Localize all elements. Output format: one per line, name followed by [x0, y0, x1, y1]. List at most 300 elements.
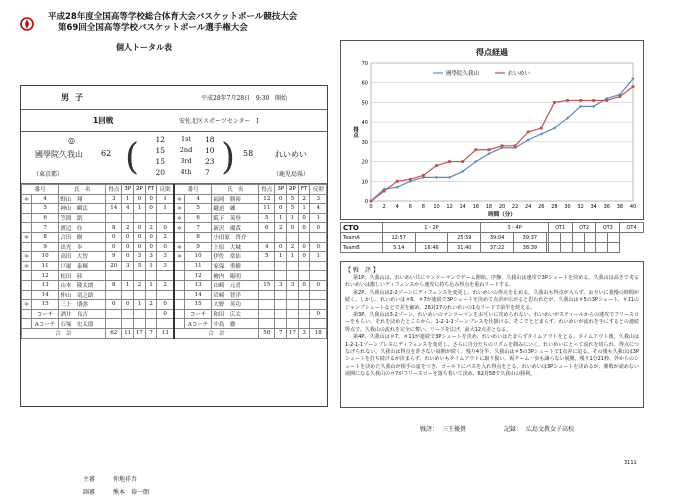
stat-cell: 12 — [31, 271, 58, 281]
stat-cell — [174, 290, 185, 300]
cto-time-cell: 16:46 — [415, 243, 448, 253]
stat-cell: 2 — [145, 223, 157, 233]
table-row — [22, 232, 327, 242]
stat-cell: 13 — [31, 280, 58, 290]
column-header: 氏 名 — [59, 185, 106, 195]
y-tick-label: 20 — [361, 159, 368, 166]
stat-cell: 1 — [145, 280, 157, 290]
stat-cell: 6 — [31, 213, 58, 223]
stat-cell: 0 — [298, 223, 310, 233]
stat-cell — [106, 319, 122, 329]
stat-cell: 4 — [310, 204, 327, 214]
cto-time-cell: 25:59 — [448, 233, 481, 243]
stat-cell — [145, 213, 157, 223]
total-cell: 7 — [145, 328, 157, 338]
stat-cell — [259, 309, 275, 319]
column-header: 3P — [275, 185, 287, 195]
column-header: 2P — [134, 185, 146, 195]
stat-cell — [122, 309, 134, 319]
stat-cell: 0 — [275, 204, 287, 214]
stat-cell: 9 — [106, 252, 122, 262]
series-point — [514, 144, 517, 147]
cto-time-cell — [548, 233, 560, 243]
stat-cell — [259, 261, 275, 271]
cto-table — [340, 222, 644, 253]
column-header: 反則 — [310, 185, 327, 195]
stat-cell — [22, 204, 32, 214]
legend-label: 國學院久我山 — [446, 71, 480, 77]
stat-cell: 3 — [310, 194, 327, 204]
cto-panel — [340, 222, 644, 258]
player-name: 上原 大城 — [212, 242, 259, 252]
stat-cell: 0 — [157, 223, 174, 233]
x-tick-label: 10 — [433, 204, 440, 210]
cto-header-row — [341, 223, 644, 233]
total-cell: 17 — [287, 328, 299, 338]
stat-cell — [145, 319, 157, 329]
series-point — [592, 99, 595, 102]
left-paren: ( — [125, 137, 140, 178]
player-name: 高田 大智 — [59, 252, 106, 262]
stat-cell — [275, 319, 287, 329]
stat-cell: 5 — [184, 204, 211, 214]
stat-cell: 2 — [298, 194, 310, 204]
x-tick-label: 40 — [629, 204, 637, 210]
stat-cell: 10 — [184, 252, 211, 262]
stat-cell: 0 — [298, 213, 310, 223]
stat-cell: 0 — [275, 242, 287, 252]
stat-cell — [122, 271, 134, 281]
series-point — [370, 200, 373, 203]
stat-cell — [134, 309, 146, 319]
stat-cell: 3 — [122, 261, 134, 271]
stat-cell: 4 — [122, 204, 134, 214]
x-tick-label: 26 — [538, 204, 545, 210]
team-b-prefecture: （鹿児島県） — [273, 171, 310, 178]
column-header: FT — [145, 185, 157, 195]
cto-period-header: OT2 — [572, 223, 596, 233]
cto-time-cell — [596, 243, 608, 253]
stat-cell — [122, 290, 134, 300]
stat-cell — [310, 232, 327, 242]
page-number: 3111 — [624, 460, 637, 466]
player-name: 和田 広太 — [212, 309, 259, 319]
stat-cell: 1 — [134, 204, 146, 214]
player-name: 山崎 元喜 — [212, 280, 259, 290]
stat-cell: ＊ — [174, 213, 185, 223]
series-point — [553, 101, 556, 104]
player-name: 出光 歩 — [59, 242, 106, 252]
stat-cell: 1 — [134, 300, 146, 310]
stat-cell: 3 — [287, 280, 299, 290]
stat-cell: 2 — [157, 280, 174, 290]
stat-cell — [287, 319, 299, 329]
table-row — [22, 300, 327, 310]
totals-row — [22, 328, 327, 338]
cto-period-header: OT3 — [596, 223, 620, 233]
x-tick-label: 6 — [408, 204, 412, 210]
stat-cell — [134, 319, 146, 329]
stat-cell: 3 — [275, 280, 287, 290]
stat-cell — [298, 232, 310, 242]
stat-cell: ＊ — [22, 252, 32, 262]
x-tick-label: 32 — [577, 204, 584, 210]
stat-cell: 1 — [287, 213, 299, 223]
player-name: 石塚 宏太郎 — [59, 319, 106, 329]
stat-cell: 0 — [298, 252, 310, 262]
stat-cell — [298, 309, 310, 319]
stat-cell — [310, 319, 327, 329]
stat-cell — [275, 271, 287, 281]
round-label: 1回戦 — [93, 116, 114, 125]
stat-cell: 1 — [310, 252, 327, 262]
table-row — [22, 290, 327, 300]
x-tick-label: 0 — [369, 204, 373, 210]
stat-cell: 0 — [310, 223, 327, 233]
player-name: 岩崎 智洋 — [212, 290, 259, 300]
stat-cell: 0 — [122, 242, 134, 252]
stat-cell: 20 — [106, 261, 122, 271]
cto-time-cell — [572, 233, 584, 243]
stat-cell — [259, 290, 275, 300]
cto-time-cell: 31:40 — [448, 243, 481, 253]
y-axis-label: 得点 — [352, 126, 358, 138]
cto-team-b-row — [341, 243, 644, 253]
stat-cell: ＊ — [174, 252, 185, 262]
gender-label: 男子 — [61, 93, 89, 102]
cto-period-header: OT4 — [620, 223, 644, 233]
team-a-total: 62 — [101, 149, 112, 158]
stat-cell: 14 — [106, 204, 122, 214]
x-tick-label: 4 — [395, 204, 399, 210]
stat-cell — [287, 261, 299, 271]
stat-cell: ＊ — [22, 194, 32, 204]
stat-cell — [287, 232, 299, 242]
x-tick-label: 16 — [472, 204, 479, 210]
stat-cell: 0 — [134, 223, 146, 233]
y-tick-label: 10 — [361, 179, 368, 186]
cto-period-header: 1・2P — [382, 223, 480, 233]
stat-cell: 3 — [157, 252, 174, 262]
stat-cell: 0 — [122, 300, 134, 310]
stat-cell: 2 — [157, 232, 174, 242]
quarter-row: 20 4th 7 — [155, 168, 210, 177]
stat-cell: Aコーチ — [31, 319, 58, 329]
player-name: 伊佐 常佑 — [212, 252, 259, 262]
stat-cell: 1 — [122, 280, 134, 290]
player-name: 酒井 良吉 — [59, 309, 106, 319]
stat-cell: 0 — [310, 309, 327, 319]
stat-cell: 14 — [31, 290, 58, 300]
stat-cell — [259, 300, 275, 310]
stat-cell: 4 — [259, 242, 275, 252]
stat-cell: 14 — [184, 290, 211, 300]
column-header: 反則 — [157, 185, 174, 195]
stat-cell — [145, 290, 157, 300]
stat-cell: Aコーチ — [184, 319, 211, 329]
stat-cell: 0 — [134, 232, 146, 242]
stat-cell: 7 — [184, 223, 211, 233]
stat-cell — [287, 271, 299, 281]
stat-cell — [174, 280, 185, 290]
stat-cell — [310, 271, 327, 281]
stat-cell: 5 — [259, 252, 275, 262]
table-row — [22, 204, 327, 214]
player-stats-table — [21, 184, 327, 339]
series-point — [422, 174, 425, 177]
stat-cell: 0 — [298, 280, 310, 290]
series-point — [540, 127, 543, 130]
quarter-row: 12 1st 18 — [155, 135, 215, 144]
stat-cell: 11 — [259, 204, 275, 214]
stat-cell — [259, 232, 275, 242]
report-paragraph: 第1P、久我山は、れいめい共にマンツーマンでゲーム開始。序盤、久我山は速攻で3Pシュートを決める。久我山は高さで劣るれいめいは激しいディフェンスから速攻に持ち込み得点を重ねリードする。 — [345, 275, 639, 289]
table-row — [22, 194, 327, 204]
player-name: 阪下 英登 — [212, 213, 259, 223]
table-row — [22, 242, 327, 252]
stat-cell: 0 — [145, 194, 157, 204]
stat-cell: 1 — [287, 252, 299, 262]
stat-cell: 1 — [275, 213, 287, 223]
score-summary — [21, 132, 327, 184]
stat-cell — [157, 319, 174, 329]
stat-cell — [157, 213, 174, 223]
x-axis-label: 時間（分） — [488, 212, 516, 218]
stat-cell: 0 — [298, 242, 310, 252]
report-writer-label: 戦評： — [420, 426, 439, 433]
total-cell: 11 — [122, 328, 134, 338]
stat-cell: コーチ — [184, 309, 211, 319]
team-a-prefecture: （東京都） — [33, 171, 64, 178]
stat-cell: ＊ — [174, 194, 185, 204]
stat-cell: 6 — [184, 213, 211, 223]
series-point — [566, 99, 569, 102]
game-datetime: 平成28年7月28日 9:30 開始 — [201, 95, 288, 102]
stat-cell: コーチ — [31, 309, 58, 319]
player-name: 仲山 竜之助 — [59, 290, 106, 300]
stat-cell: 0 — [106, 232, 122, 242]
stat-cell: 12 — [184, 271, 211, 281]
stat-cell — [22, 213, 32, 223]
report-paragraph: 第3P、久我山は3-2ゾーン、れいめいのマンツーマンをお互いに攻められない。れいめいがスティールからの速攻でフリースローをもらい、それを決めたところから、1-2-1-1ゾーンプレスを仕掛ける。そこでとどまらず、れいめいが流れを手にするとの連続得点で、久我山の流れを完全に奪い、リードを広げ、最大12点差となる。 — [345, 312, 639, 333]
stat-cell — [275, 309, 287, 319]
column-header: 得点 — [106, 185, 122, 195]
quarter-row: 15 3rd 23 — [155, 157, 215, 166]
column-header: 2P — [287, 185, 299, 195]
stat-cell — [310, 300, 327, 310]
report-writer: 三王優貴 — [442, 426, 467, 433]
stat-cell: 0 — [145, 204, 157, 214]
stat-cell — [22, 309, 32, 319]
total-cell: 3 — [298, 328, 310, 338]
table-row — [22, 280, 327, 290]
tournament-title: 平成28年度全国高等学校総合体育大会バスケットボール競技大会 — [48, 12, 298, 22]
cto-period-header: OT1 — [548, 223, 572, 233]
stat-cell: 1 — [157, 194, 174, 204]
stat-cell: 2 — [145, 300, 157, 310]
player-name: 中島 徹 — [212, 319, 259, 329]
stat-cell: 15 — [184, 300, 211, 310]
column-header: 得点 — [259, 185, 275, 195]
stat-cell — [145, 271, 157, 281]
stat-cell: ＊ — [22, 232, 32, 242]
x-tick-label: 22 — [511, 204, 519, 210]
stat-cell: 9 — [31, 242, 58, 252]
stat-cell: 1 — [298, 204, 310, 214]
winner-mark: ◎ — [68, 136, 75, 145]
cto-time-cell — [608, 243, 620, 253]
totals-label: 合 計 — [22, 328, 106, 338]
player-name: 福岡 勝裕 — [212, 194, 259, 204]
stat-cell — [275, 232, 287, 242]
recorder-label: 記録： — [503, 426, 522, 433]
stat-cell: 6 — [259, 223, 275, 233]
stat-cell — [157, 271, 174, 281]
y-tick-label: 0 — [364, 199, 368, 205]
stat-cell: 0 — [157, 242, 174, 252]
table-row — [22, 213, 327, 223]
stat-cell: 11 — [184, 261, 211, 271]
player-name: 小田原 啓介 — [212, 232, 259, 242]
cto-team-label: TeamB — [341, 243, 383, 253]
total-cell: 7 — [275, 328, 287, 338]
stat-cell: 5 — [287, 204, 299, 214]
cto-time-cell: 39:04 — [481, 233, 514, 243]
cto-time-cell — [608, 233, 620, 243]
stat-cell — [287, 309, 299, 319]
stat-cell: 8 — [106, 223, 122, 233]
total-cell: 62 — [106, 328, 122, 338]
player-name: 松田 陸 — [59, 271, 106, 281]
y-tick-label: 60 — [361, 80, 368, 87]
series-point — [527, 131, 530, 134]
x-tick-label: 38 — [616, 204, 624, 210]
stat-cell: 0 — [310, 280, 327, 290]
x-tick-label: 8 — [421, 204, 425, 210]
total-cell: 13 — [157, 328, 174, 338]
stat-cell: ＊ — [174, 223, 185, 233]
series-point — [383, 190, 386, 193]
y-tick-label: 70 — [361, 61, 368, 67]
cto-time-cell — [548, 243, 560, 253]
x-tick-label: 24 — [525, 204, 532, 210]
cto-time-cell — [415, 233, 448, 243]
stat-cell: ＊ — [22, 300, 32, 310]
column-header: 氏 名 — [212, 185, 259, 195]
stat-cell: ＊ — [22, 261, 32, 271]
stat-cell — [310, 261, 327, 271]
player-name: 大野 英功 — [212, 300, 259, 310]
cto-team-label: TeamA — [341, 233, 383, 243]
series-point — [461, 160, 464, 163]
stat-cell — [174, 232, 185, 242]
player-name: 渡辺 伶 — [59, 223, 106, 233]
stat-cell — [298, 290, 310, 300]
stat-cell — [134, 271, 146, 281]
sheet-title: 個人トータル表 — [116, 43, 172, 52]
chart-svg — [341, 41, 645, 221]
cto-time-cell: 38:39 — [513, 243, 546, 253]
stat-cell — [275, 261, 287, 271]
stat-cell: 1 — [145, 261, 157, 271]
stat-cell: 0 — [145, 232, 157, 242]
stat-cell — [298, 319, 310, 329]
chart-title: 得点経過 — [476, 48, 508, 57]
x-tick-label: 36 — [603, 204, 610, 210]
stat-cell — [22, 319, 32, 329]
stat-cell: ＊ — [174, 242, 185, 252]
championship-title: 第69回全国高等学校バスケットボール選手権大会 — [58, 23, 248, 33]
cto-period-header: 3・4P — [481, 223, 549, 233]
table-row — [22, 261, 327, 271]
stat-cell: ＊ — [174, 204, 185, 214]
stat-cell — [22, 280, 32, 290]
player-name: 山本 隆太朗 — [59, 280, 106, 290]
total-cell: 17 — [134, 328, 146, 338]
player-name: 檜内 陽明 — [212, 271, 259, 281]
table-row — [22, 252, 327, 262]
x-tick-label: 30 — [564, 204, 571, 210]
player-name: 新沢 優哉 — [212, 223, 259, 233]
score-progress-chart — [340, 40, 644, 220]
stat-cell: 5 — [259, 213, 275, 223]
report-paragraph: 第4P、久我山は＃7、＃11が連続で3Pシュートを決め、れいめいはたまらずタイムアウトをとる。タイムアウト後、久我山は1-2-1-1ゾーンプレスにディフェンスを変更し、さらに自分たちのリズムを掴みにいく。れいめいにとって流れを切られ、得点につなげられない。久我山は得点を許さない展開が続く。残り4分半、久我山は＃5の3Pシュートで1点差に迫る。その後も久我山は3Pシュートを打ち続けるが決まらず、れいめいもタイムアウトに取り扱い、両チーム一歩も譲らない展開。残り1分21秒、外からのシュートを決めた久我山が相手の虚をつき、ゴール下にパスを入れ得点をとる。れいめいは3Pシュートを決めるが、勝敗が読めない展開になる久我山の＃7がフリースローを落ち着いて決め、62対58で久我山の勝利。 — [345, 334, 639, 378]
stat-cell: 0 — [157, 309, 174, 319]
stat-cell — [174, 261, 185, 271]
legend-label: れいめい — [508, 71, 531, 77]
stat-cell: 13 — [184, 280, 211, 290]
stat-cell: 1 — [310, 213, 327, 223]
cto-time-cell — [560, 243, 572, 253]
stat-cell: 0 — [122, 252, 134, 262]
table-row — [22, 309, 327, 319]
cto-time-cell: 12:57 — [382, 233, 415, 243]
stat-cell — [106, 213, 122, 223]
right-paren: ) — [221, 137, 236, 178]
stat-cell: 3 — [106, 194, 122, 204]
cto-time-cell: 39:37 — [513, 233, 546, 243]
stat-cell: 2 — [134, 280, 146, 290]
cto-team-a-row — [341, 233, 644, 243]
stat-cell — [157, 290, 174, 300]
stat-cell — [134, 213, 146, 223]
quarter-row: 15 2nd 10 — [155, 146, 215, 155]
y-tick-label: 30 — [361, 139, 368, 146]
signatures — [420, 424, 574, 433]
series-point — [435, 164, 438, 167]
table-row — [22, 319, 327, 329]
stat-cell: 2 — [275, 223, 287, 233]
series-point — [448, 160, 451, 163]
stat-cell — [22, 290, 32, 300]
recorder: 広島文教女子高校 — [525, 426, 574, 433]
stat-cell: 0 — [134, 194, 146, 204]
stat-cell: 0 — [122, 232, 134, 242]
cto-time-cell — [596, 233, 608, 243]
stat-cell — [298, 300, 310, 310]
stat-cell: 4 — [184, 194, 211, 204]
stat-cell: 7 — [31, 223, 58, 233]
stat-cell — [22, 223, 32, 233]
series-point — [501, 144, 504, 147]
series-point — [474, 148, 477, 151]
stat-cell — [275, 290, 287, 300]
column-header: 3P — [122, 185, 134, 195]
stat-cell: 0 — [145, 242, 157, 252]
column-header: FT — [298, 185, 310, 195]
stat-cell: 2 — [287, 242, 299, 252]
stat-cell: 0 — [134, 242, 146, 252]
